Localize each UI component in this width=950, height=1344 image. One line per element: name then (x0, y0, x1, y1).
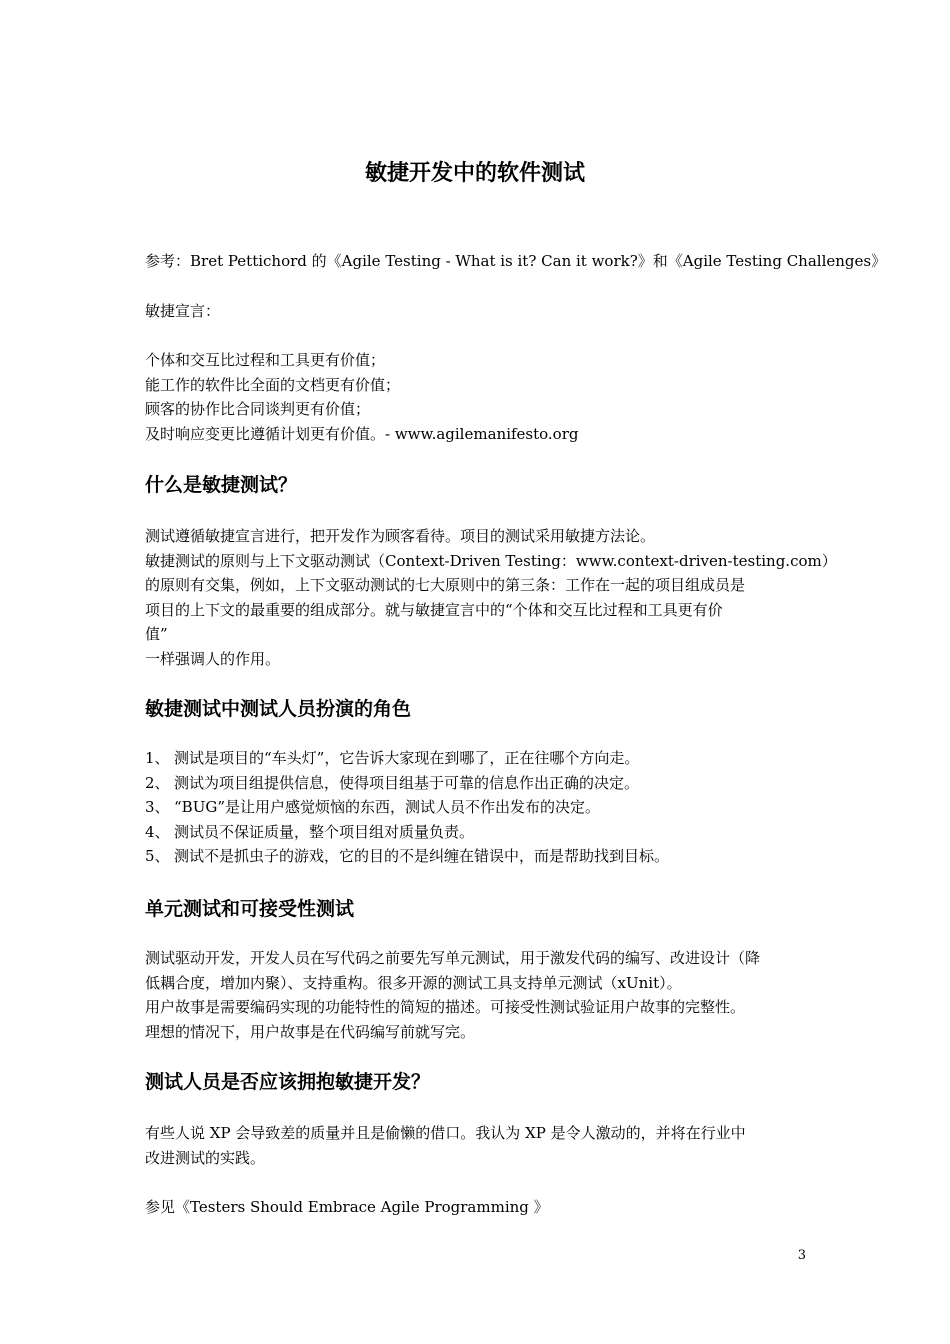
paragraph-line: 改进测试的实践。 (145, 1148, 266, 1167)
section-heading-embrace-agile: 测试人员是否应该拥抱敏捷开发？ (145, 1071, 431, 1093)
paragraph-line: 理想的情况下，用户故事是在代码编写前就写完。 (145, 1022, 476, 1041)
paragraph-line: 测试遵循敏捷宣言进行，把开发作为顾客看待。项目的测试采用敏捷方法论。 (145, 527, 656, 545)
list-item: 5、 测试不是抓虫子的游戏，它的目的不是纠缠在错误中，而是帮助找到目标。 (145, 847, 670, 865)
paragraph-line: 用户故事是需要编码实现的功能特性的简短的描述。可接受性测试验证用户故事的完整性。 (145, 998, 746, 1016)
section-body-unit-and-acceptance-testing (145, 946, 810, 1044)
section-body-embrace-agile (145, 1121, 810, 1170)
paragraph-line: 的原则有交集，例如，上下文驱动测试的七大原则中的第三条：工作在一起的项目组成员是 (145, 576, 746, 594)
document-title: 敏捷开发中的软件测试 (364, 161, 585, 186)
list-item: 4、 测试员不保证质量，整个项目组对质量负责。 (145, 822, 475, 841)
reference-line (145, 249, 887, 274)
paragraph-line: 一样强调人的作用。 (145, 649, 281, 668)
section-heading-tester-roles: 敏捷测试中测试人员扮演的角色 (145, 698, 412, 720)
manifesto-line: 及时响应变更比遵循计划更有价值。- www.agilemanifesto.org (145, 424, 579, 443)
paragraph-line: 项目的上下文的最重要的组成部分。就与敏捷宣言中的“个体和交互比过程和工具更有价 (145, 600, 723, 619)
tester-roles-list (145, 746, 810, 869)
section-heading-unit-and-acceptance-testing: 单元测试和可接受性测试 (145, 898, 355, 920)
list-item: 1、 测试是项目的“车头灯”，它告诉大家现在到哪了，正在往哪个方向走。 (145, 749, 640, 767)
manifesto-line: 顾客的协作比合同谈判更有价值； (145, 400, 371, 418)
paragraph-line: 值” (145, 625, 168, 643)
paragraph-line: 测试驱动开发，开发人员在写代码之前要先写单元测试，用于激发代码的编写、改进设计（降 (145, 949, 761, 967)
see-also-line: 参见《Testers Should Embrace Agile Programming 》 (145, 1198, 549, 1216)
paragraph-line: 有些人说 XP 会导致差的质量并且是偷懒的借口。我认为 XP 是令人激动的，并将在行业中 (145, 1124, 746, 1142)
section-heading-what-is-agile-testing: 什么是敏捷测试？ (145, 474, 298, 496)
manifesto-line: 个体和交互比过程和工具更有价值； (145, 351, 386, 369)
list-item: 2、 测试为项目组提供信息，使得项目组基于可靠的信息作出正确的决定。 (145, 773, 640, 792)
list-item: 3、 “BUG”是让用户感觉烦恼的东西，测试人员不作出发布的决定。 (145, 798, 600, 816)
manifesto-label: 敏捷宣言： (145, 302, 221, 320)
page-number: 3 (797, 1248, 806, 1263)
reference-text: 参考：Bret Pettichord 的《Agile Testing - What is it? Can it work?》和《Agile Testing Challenges》 (145, 252, 887, 270)
paragraph-line: 低耦合度，增加内聚）、支持重构。很多开源的测试工具支持单元测试（xUnit）。 (145, 973, 682, 992)
section-body-what-is-agile-testing (145, 524, 837, 671)
paragraph-line: 敏捷测试的原则与上下文驱动测试（Context-Driven Testing：www.context-driven-testing.com） (145, 551, 837, 570)
manifesto-line: 能工作的软件比全面的文档更有价值； (145, 375, 401, 394)
manifesto-list (145, 348, 810, 446)
